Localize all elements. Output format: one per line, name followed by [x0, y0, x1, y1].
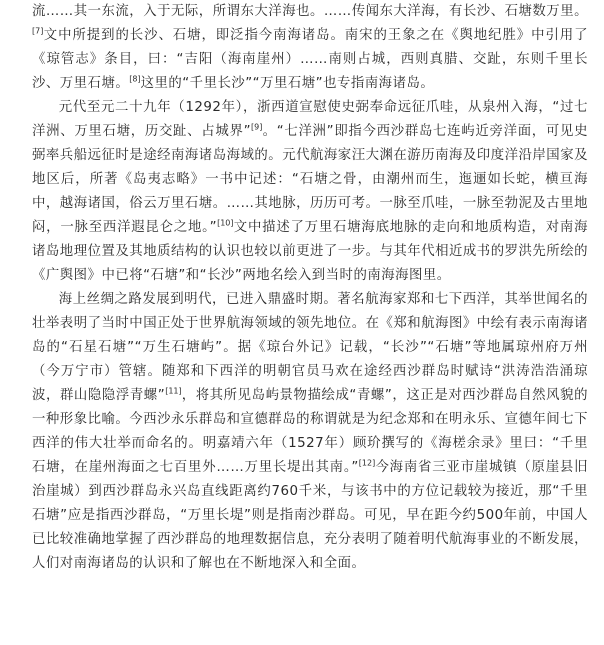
footnote-marker: [7]	[32, 26, 44, 36]
footnote-marker: [11]	[165, 386, 182, 396]
footnote-marker: [10]	[217, 218, 234, 228]
paragraph-text: 元代至元二十九年（1292年），浙西道宣慰使史弼奉命远征爪哇，从泉州入海，“过七洋洲、万里石塘，历交趾、占城界”	[32, 100, 588, 139]
paragraph-text: 流……其一东流，入于无际，所谓东大洋海也。……传闻东大洋海，有长沙、石塘数万里。	[32, 4, 588, 19]
paragraph	[32, 96, 588, 288]
footnote-marker: [8]	[129, 74, 141, 84]
article-body	[32, 0, 588, 576]
paragraph-text: 今海南省三亚市崖城镇（原崖县旧治崖城）到西沙群岛永兴岛直线距离约760千米，与该书中的方位记载较为接近，那“千里石塘”应是指西沙群岛，“万里长堤”则是指南沙群岛。可见，早在距今约500年前，中国人已比较准确地掌握了西沙群岛的地理数据信息，充分表明了随着明代航海事业的不断发展，人们对南海诸岛的认识和了解也在不断地深入和全面。	[32, 460, 588, 571]
paragraph-text: 。“七洋洲”即指今西沙群岛七连屿近旁洋面，可见史弼率兵船远征时是途经南海诸岛海域的。元代航海家汪大渊在游历南海及印度洋沿岸国家及地区后，所著《岛夷志略》一书中记述：“石塘之骨，由潮州而生，迤逦如长蛇，横亘海中，越海诸国，俗云万里石塘。……其地脉，历历可考。一脉至爪哇，一脉至勃泥及古里地闷，一脉至西洋遐昆仑之地。”	[32, 124, 589, 235]
paragraph-text: 海上丝绸之路发展到明代，已进入鼎盛时期。著名航海家郑和七下西洋，其举世闻名的壮举表明了当时中国正处于世界航海领域的领先地位。在《郑和航海图》中绘有表示南海诸岛的“石星石塘”“万生石塘屿”。据《琼台外记》记载，“长沙”“石塘”等地属琼州府万州（今万宁市）管辖。随郑和下西洋的明朝官员马欢在途经西沙群岛时赋诗“洪涛浩浩涌琼波，群山隐隐浮青螺”	[32, 292, 588, 403]
paragraph-text: 文中所提到的长沙、石塘，即泛指今南海诸岛。南宋的王象之在《舆地纪胜》中引用了《琼管志》条目，曰：“吉阳（海南崖州）……南则占城，西则真腊、交趾，东则千里长沙、万里石塘。	[32, 28, 588, 91]
paragraph-text: 文中描述了万里石塘海底地脉的走向和地质构造，对南海诸岛地理位置及其地质结构的认识也较以前更进了一步。与其年代相近成书的罗洪先所绘的《广舆图》中已将“石塘”和“长沙”两地名绘入到当时的南海海图里。	[32, 220, 588, 283]
paragraph	[32, 0, 588, 96]
footnote-marker: [9]	[251, 122, 263, 132]
paragraph	[32, 288, 588, 576]
paragraph-text: ，将其所见岛屿景物描绘成“青螺”，这正是对西沙群岛自然风貌的一种形象比喻。今西沙永乐群岛和宣德群岛的称谓就是为纪念郑和在明永乐、宣德年间七下西洋的伟大壮举而命名的。明嘉靖六年（1527年）顾玠撰写的《海槎余录》里曰：“千里石塘，在崖州海面之七百里外……万里长堤出其南。”	[32, 388, 588, 475]
footnote-marker: [12]	[358, 458, 376, 468]
paragraph-text: 这里的“千里长沙”“万里石塘”也专指南海诸岛。	[140, 76, 435, 91]
